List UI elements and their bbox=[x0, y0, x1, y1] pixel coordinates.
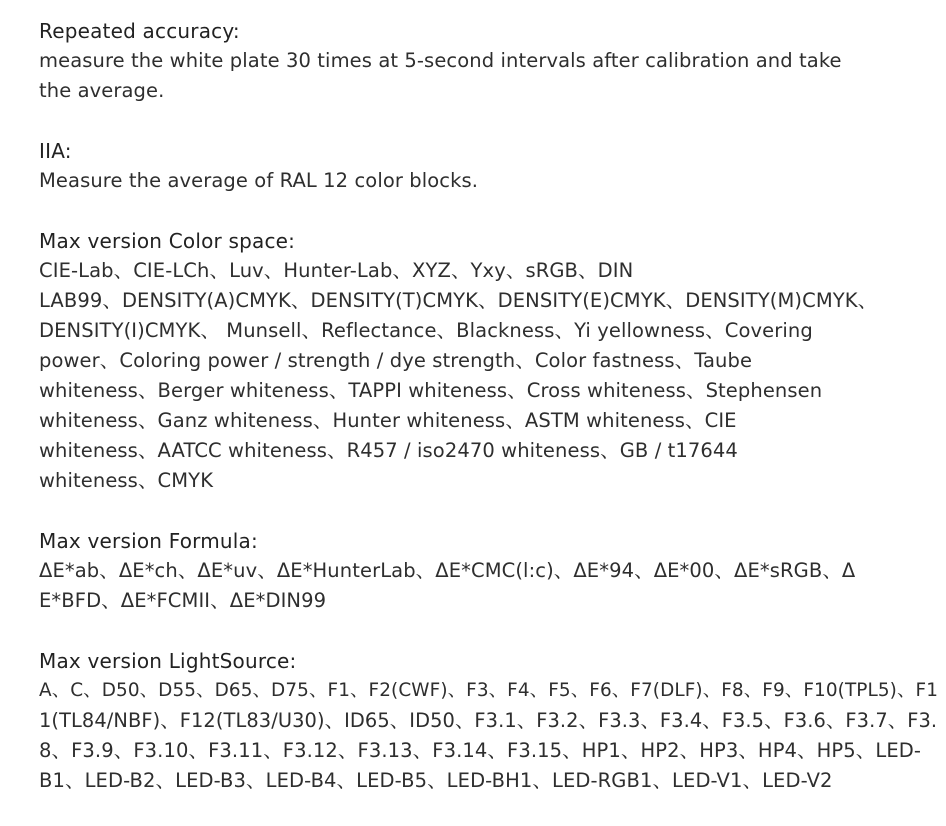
text-line: whiteness、AATCC whiteness、R457 / iso2470 whiteness、GB / t17644 bbox=[39, 439, 738, 462]
text-line: whiteness、Ganz whiteness、Hunter whiteness、ASTM whiteness、CIE bbox=[39, 409, 737, 432]
iia-section bbox=[39, 136, 919, 196]
text-line: B1、LED-B2、LED-B3、LED-B4、LED-B5、LED-BH1、LED-RGB1、LED-V1、LED-V2 bbox=[39, 769, 833, 792]
color-space-heading: Max version Color space: bbox=[39, 229, 296, 253]
formula-text bbox=[39, 556, 919, 616]
iia-text bbox=[39, 166, 919, 196]
light-source-section bbox=[39, 646, 939, 796]
iia-heading: IIA: bbox=[39, 139, 72, 163]
color-space-text bbox=[39, 256, 919, 496]
light-source-text bbox=[39, 676, 939, 796]
text-line: measure the white plate 30 times at 5-second intervals after calibration and take bbox=[39, 49, 842, 72]
text-line: CIE-Lab、CIE-LCh、Luv、Hunter-Lab、XYZ、Yxy、sRGB、DIN bbox=[39, 259, 634, 282]
light-source-heading: Max version LightSource: bbox=[39, 649, 297, 673]
text-line: 8、F3.9、F3.10、F3.11、F3.12、F3.13、F3.14、F3.15、HP1、HP2、HP3、HP4、HP5、LED- bbox=[39, 739, 922, 762]
text-line: whiteness、Berger whiteness、TAPPI whiteness、Cross whiteness、Stephensen bbox=[39, 379, 823, 402]
text-line: ΔE*ab、ΔE*ch、ΔE*uv、ΔE*HunterLab、ΔE*CMC(l:c)、ΔE*94、ΔE*00、ΔE*sRGB、Δ bbox=[39, 559, 856, 582]
repeated-accuracy-text bbox=[39, 46, 919, 106]
text-line: whiteness、CMYK bbox=[39, 469, 214, 492]
text-line: 1(TL84/NBF)、F12(TL83/U30)、ID65、ID50、F3.1、F3.2、F3.3、F3.4、F3.5、F3.6、F3.7、F3. bbox=[39, 709, 938, 732]
text-line: DENSITY(I)CMYK、 Munsell、Reflectance、Blackness、Yi yellowness、Covering bbox=[39, 319, 813, 342]
spec-document bbox=[39, 16, 939, 826]
text-line: power、Coloring power / strength / dye strength、Color fastness、Taube bbox=[39, 349, 753, 372]
text-line: the average. bbox=[39, 79, 165, 102]
text-line: A、C、D50、D55、D65、D75、F1、F2(CWF)、F3、F4、F5、F6、F7(DLF)、F8、F9、F10(TPL5)、F1 bbox=[39, 680, 939, 701]
formula-section bbox=[39, 526, 919, 616]
text-line: E*BFD、ΔE*FCMII、ΔE*DIN99 bbox=[39, 589, 327, 612]
text-line: Measure the average of RAL 12 color blocks. bbox=[39, 169, 479, 192]
repeated-accuracy-section bbox=[39, 16, 919, 106]
text-line: LAB99、DENSITY(A)CMYK、DENSITY(T)CMYK、DENSITY(E)CMYK、DENSITY(M)CMYK、 bbox=[39, 289, 878, 312]
formula-heading: Max version Formula: bbox=[39, 529, 258, 553]
repeated-accuracy-heading: Repeated accuracy: bbox=[39, 19, 240, 43]
color-space-section bbox=[39, 226, 919, 496]
